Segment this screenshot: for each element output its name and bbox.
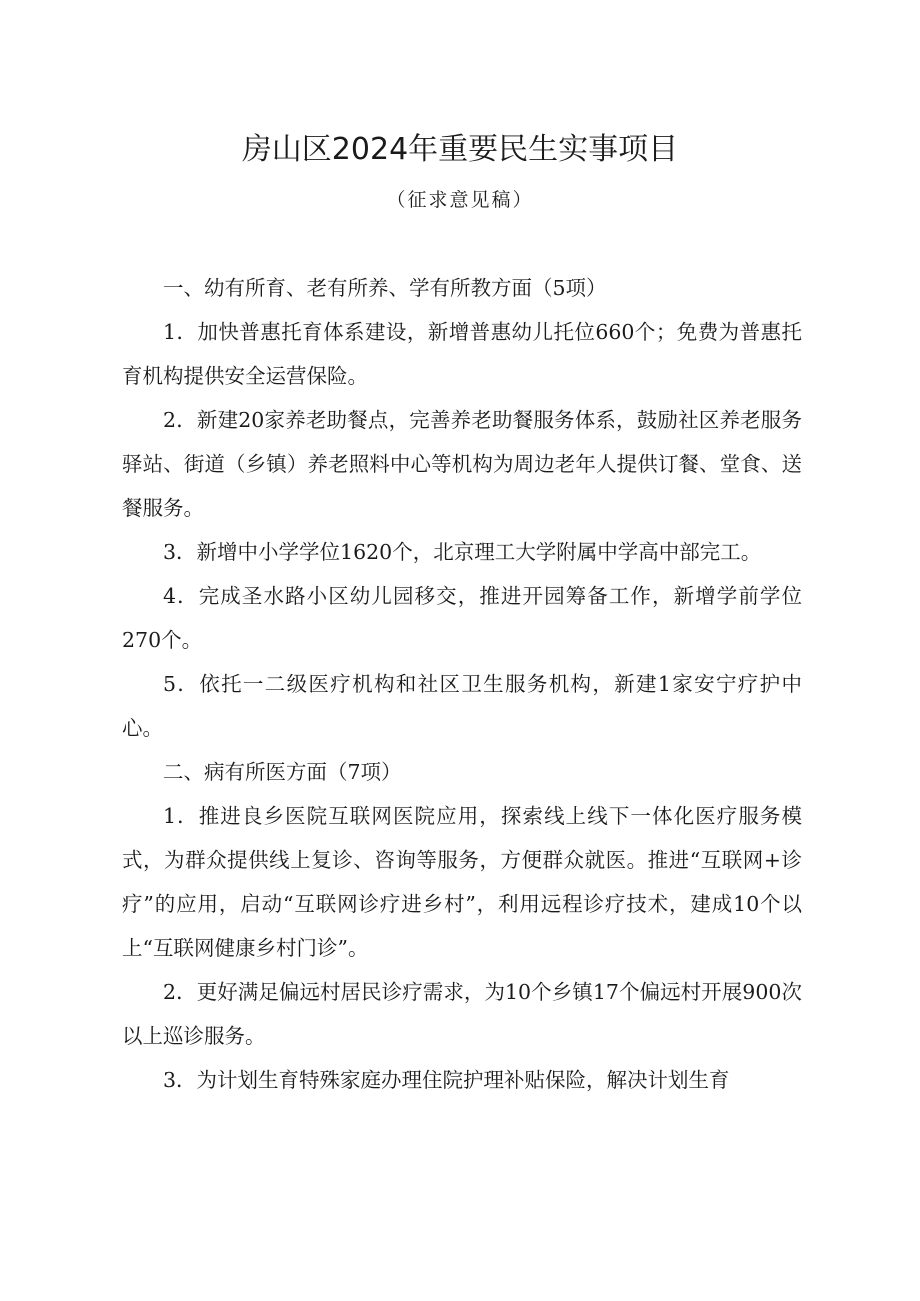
list-item: 4．完成圣水路小区幼儿园移交，推进开园筹备工作，新增学前学位270个。 bbox=[122, 584, 802, 652]
document-body bbox=[122, 266, 802, 1102]
section-heading-2: 二、病有所医方面（7项） bbox=[163, 760, 402, 784]
document-subtitle: （征求意见稿） bbox=[386, 189, 534, 211]
list-item: 3．新增中小学学位1620个，北京理工大学附属中学高中部完工。 bbox=[163, 540, 762, 564]
document-title: 房山区2024年重要民生实事项目 bbox=[241, 132, 679, 167]
section-heading-1: 一、幼有所育、老有所养、学有所教方面（5项） bbox=[163, 276, 607, 300]
list-item: 5．依托一二级医疗机构和社区卫生服务机构，新建1家安宁疗护中心。 bbox=[122, 672, 802, 740]
list-item: 3．为计划生育特殊家庭办理住院护理补贴保险，解决计划生育 bbox=[163, 1068, 730, 1092]
list-item: 2．新建20家养老助餐点，完善养老助餐服务体系，鼓励社区养老服务驿站、街道（乡镇）养老照料中心等机构为周边老年人提供订餐、堂食、送餐服务。 bbox=[122, 408, 802, 520]
list-item: 1．推进良乡医院互联网医院应用，探索线上线下一体化医疗服务模式，为群众提供线上复诊、咨询等服务，方便群众就医。推进“互联网+诊疗”的应用，启动“互联网诊疗进乡村”，利用远程诊疗技术，建成10个以上“互联网健康乡村门诊”。 bbox=[122, 804, 802, 960]
list-item: 1．加快普惠托育体系建设，新增普惠幼儿托位660个；免费为普惠托育机构提供安全运营保险。 bbox=[122, 320, 802, 388]
list-item: 2．更好满足偏远村居民诊疗需求，为10个乡镇17个偏远村开展900次以上巡诊服务。 bbox=[122, 980, 802, 1048]
